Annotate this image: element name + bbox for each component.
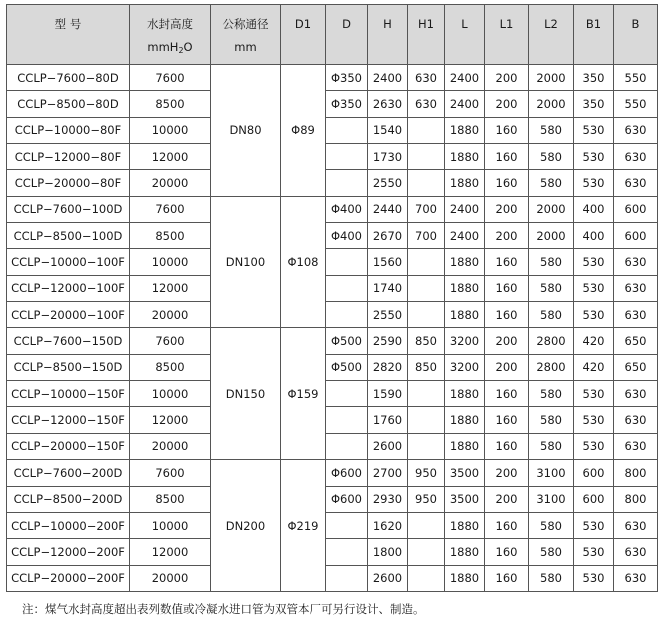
cell-l: 3500 (445, 460, 485, 486)
header-seal-height-unit: mmH$_2$O (147, 40, 193, 55)
header-l: L (445, 5, 485, 65)
cell-l1: 160 (485, 302, 529, 328)
cell-model: CCLP−10000−100F (7, 249, 130, 275)
cell-model: CCLP−7600−200D (7, 460, 130, 486)
cell-seal-height: 10000 (130, 117, 211, 143)
cell-l: 1880 (445, 144, 485, 170)
cell-l: 1880 (445, 275, 485, 301)
cell-d (326, 565, 368, 591)
cell-h1: 630 (408, 91, 445, 117)
cell-seal-height: 20000 (130, 302, 211, 328)
cell-d (326, 170, 368, 196)
cell-seal-height: 8500 (130, 354, 211, 380)
cell-l2: 580 (529, 275, 574, 301)
cell-seal-height: 10000 (130, 512, 211, 538)
cell-model: CCLP−7600−100D (7, 196, 130, 222)
cell-b: 600 (614, 223, 658, 249)
cell-l: 2400 (445, 91, 485, 117)
table-row (7, 170, 658, 196)
cell-h: 2440 (368, 196, 408, 222)
cell-d (326, 381, 368, 407)
cell-l: 1880 (445, 249, 485, 275)
cell-d (326, 512, 368, 538)
cell-h1: 700 (408, 223, 445, 249)
cell-h1 (408, 433, 445, 459)
cell-l: 1880 (445, 117, 485, 143)
cell-model: CCLP−12000−100F (7, 275, 130, 301)
cell-h1: 850 (408, 328, 445, 354)
cell-b1: 600 (574, 486, 614, 512)
cell-b: 630 (614, 249, 658, 275)
spec-table-body (7, 65, 658, 592)
cell-l1: 160 (485, 275, 529, 301)
cell-d: Φ350 (326, 91, 368, 117)
cell-l2: 580 (529, 433, 574, 459)
cell-l2: 580 (529, 407, 574, 433)
cell-l1: 200 (485, 196, 529, 222)
cell-l: 1880 (445, 512, 485, 538)
header-b1: B1 (574, 5, 614, 65)
cell-d: Φ500 (326, 328, 368, 354)
cell-b1: 530 (574, 275, 614, 301)
cell-b: 630 (614, 302, 658, 328)
cell-h: 1560 (368, 249, 408, 275)
cell-h1 (408, 275, 445, 301)
cell-model: CCLP−10000−150F (7, 381, 130, 407)
cell-seal-height: 8500 (130, 91, 211, 117)
cell-h: 2930 (368, 486, 408, 512)
cell-b1: 530 (574, 565, 614, 591)
cell-seal-height: 7600 (130, 460, 211, 486)
cell-h1 (408, 407, 445, 433)
cell-l: 1880 (445, 539, 485, 565)
cell-d (326, 539, 368, 565)
cell-b: 630 (614, 565, 658, 591)
cell-d (326, 407, 368, 433)
cell-model: CCLP−20000−80F (7, 170, 130, 196)
table-row (7, 223, 658, 249)
cell-nominal-diameter: DN200 (211, 460, 281, 592)
cell-seal-height: 8500 (130, 223, 211, 249)
cell-l: 2400 (445, 196, 485, 222)
cell-l2: 580 (529, 381, 574, 407)
header-model: 型 号 (7, 5, 130, 65)
cell-h1 (408, 565, 445, 591)
cell-l2: 2000 (529, 91, 574, 117)
cell-l: 1880 (445, 381, 485, 407)
cell-l1: 200 (485, 328, 529, 354)
table-row (7, 381, 658, 407)
cell-b: 800 (614, 486, 658, 512)
cell-b1: 530 (574, 381, 614, 407)
table-row (7, 91, 658, 117)
cell-b: 630 (614, 117, 658, 143)
cell-b1: 420 (574, 328, 614, 354)
cell-l1: 160 (485, 144, 529, 170)
header-h: H (368, 5, 408, 65)
cell-h: 2550 (368, 302, 408, 328)
cell-h: 2630 (368, 91, 408, 117)
cell-model: CCLP−10000−80F (7, 117, 130, 143)
table-row (7, 433, 658, 459)
cell-l: 1880 (445, 433, 485, 459)
cell-model: CCLP−20000−200F (7, 565, 130, 591)
cell-seal-height: 12000 (130, 407, 211, 433)
table-row (7, 65, 658, 91)
cell-model: CCLP−12000−200F (7, 539, 130, 565)
cell-l1: 160 (485, 407, 529, 433)
header-d1: D1 (281, 5, 326, 65)
cell-d1: Φ108 (281, 196, 326, 328)
table-row (7, 196, 658, 222)
cell-b: 600 (614, 196, 658, 222)
cell-seal-height: 20000 (130, 170, 211, 196)
cell-b: 630 (614, 170, 658, 196)
cell-l1: 160 (485, 539, 529, 565)
cell-l2: 580 (529, 117, 574, 143)
cell-b1: 530 (574, 249, 614, 275)
cell-nominal-diameter: DN80 (211, 65, 281, 197)
cell-d (326, 302, 368, 328)
header-seal-height (130, 5, 211, 65)
cell-h: 1590 (368, 381, 408, 407)
cell-model: CCLP−7600−150D (7, 328, 130, 354)
cell-h1 (408, 117, 445, 143)
cell-h: 2670 (368, 223, 408, 249)
cell-d (326, 275, 368, 301)
cell-b: 800 (614, 460, 658, 486)
footnote: 注：煤气水封高度超出表列数值或冷凝水进口管为双管本厂可另行设计、制造。 (22, 602, 425, 616)
cell-l2: 580 (529, 539, 574, 565)
header-l1: L1 (485, 5, 529, 65)
cell-l1: 200 (485, 354, 529, 380)
cell-h1 (408, 170, 445, 196)
cell-h: 1540 (368, 117, 408, 143)
cell-l1: 160 (485, 381, 529, 407)
header-h1: H1 (408, 5, 445, 65)
cell-b1: 530 (574, 407, 614, 433)
cell-model: CCLP−8500−200D (7, 486, 130, 512)
cell-b1: 530 (574, 144, 614, 170)
cell-l2: 580 (529, 170, 574, 196)
cell-seal-height: 20000 (130, 433, 211, 459)
cell-b1: 530 (574, 170, 614, 196)
cell-model: CCLP−8500−80D (7, 91, 130, 117)
cell-l: 1880 (445, 302, 485, 328)
cell-l2: 2800 (529, 328, 574, 354)
table-row (7, 302, 658, 328)
cell-l: 3200 (445, 328, 485, 354)
cell-d (326, 433, 368, 459)
cell-b1: 530 (574, 512, 614, 538)
table-row (7, 512, 658, 538)
table-row (7, 249, 658, 275)
cell-b1: 350 (574, 91, 614, 117)
cell-seal-height: 7600 (130, 196, 211, 222)
cell-seal-height: 7600 (130, 328, 211, 354)
cell-l: 1880 (445, 565, 485, 591)
cell-h1 (408, 381, 445, 407)
table-row (7, 460, 658, 486)
table-row (7, 407, 658, 433)
header-b: B (614, 5, 658, 65)
cell-l1: 200 (485, 223, 529, 249)
cell-l2: 580 (529, 565, 574, 591)
cell-h: 1800 (368, 539, 408, 565)
cell-h1: 630 (408, 65, 445, 91)
cell-l: 1880 (445, 407, 485, 433)
table-row (7, 565, 658, 591)
cell-h: 1620 (368, 512, 408, 538)
cell-l: 3500 (445, 486, 485, 512)
cell-h: 2590 (368, 328, 408, 354)
cell-l: 2400 (445, 223, 485, 249)
cell-l2: 2000 (529, 223, 574, 249)
cell-b1: 350 (574, 65, 614, 91)
cell-b: 630 (614, 144, 658, 170)
cell-l2: 3100 (529, 460, 574, 486)
cell-h1: 850 (408, 354, 445, 380)
cell-l1: 200 (485, 486, 529, 512)
cell-seal-height: 12000 (130, 275, 211, 301)
cell-b: 630 (614, 407, 658, 433)
cell-seal-height: 8500 (130, 486, 211, 512)
cell-model: CCLP−10000−200F (7, 512, 130, 538)
cell-l1: 160 (485, 170, 529, 196)
cell-seal-height: 7600 (130, 65, 211, 91)
cell-h: 2700 (368, 460, 408, 486)
header-d: D (326, 5, 368, 65)
cell-nominal-diameter: DN150 (211, 328, 281, 460)
cell-b1: 400 (574, 196, 614, 222)
table-row (7, 144, 658, 170)
cell-l2: 2800 (529, 354, 574, 380)
cell-h1 (408, 249, 445, 275)
cell-h1 (408, 512, 445, 538)
cell-b1: 530 (574, 539, 614, 565)
cell-h: 2600 (368, 565, 408, 591)
cell-l2: 2000 (529, 65, 574, 91)
cell-l: 2400 (445, 65, 485, 91)
cell-h: 2400 (368, 65, 408, 91)
header-seal-height-label: 水封高度 (147, 17, 193, 31)
cell-model: CCLP−8500−100D (7, 223, 130, 249)
cell-h: 2550 (368, 170, 408, 196)
cell-l2: 580 (529, 144, 574, 170)
cell-h: 2600 (368, 433, 408, 459)
cell-h1: 700 (408, 196, 445, 222)
header-l2: L2 (529, 5, 574, 65)
cell-b: 630 (614, 512, 658, 538)
cell-h1: 950 (408, 486, 445, 512)
cell-b1: 530 (574, 302, 614, 328)
cell-h: 1740 (368, 275, 408, 301)
cell-l2: 580 (529, 302, 574, 328)
cell-l: 3200 (445, 354, 485, 380)
cell-model: CCLP−20000−100F (7, 302, 130, 328)
cell-seal-height: 10000 (130, 381, 211, 407)
cell-seal-height: 12000 (130, 539, 211, 565)
cell-b1: 530 (574, 433, 614, 459)
cell-h1 (408, 302, 445, 328)
cell-d: Φ600 (326, 486, 368, 512)
cell-b: 630 (614, 275, 658, 301)
cell-b: 650 (614, 354, 658, 380)
table-row (7, 486, 658, 512)
cell-b: 630 (614, 381, 658, 407)
cell-b1: 530 (574, 117, 614, 143)
cell-model: CCLP−7600−80D (7, 65, 130, 91)
cell-model: CCLP−12000−150F (7, 407, 130, 433)
cell-b1: 600 (574, 460, 614, 486)
cell-h1 (408, 539, 445, 565)
cell-l2: 580 (529, 249, 574, 275)
cell-d1: Φ89 (281, 65, 326, 197)
cell-h1: 950 (408, 460, 445, 486)
cell-h1 (408, 144, 445, 170)
cell-b: 630 (614, 433, 658, 459)
cell-h: 1760 (368, 407, 408, 433)
cell-nominal-diameter: DN100 (211, 196, 281, 328)
cell-l1: 200 (485, 65, 529, 91)
cell-model: CCLP−20000−150F (7, 433, 130, 459)
cell-l1: 160 (485, 565, 529, 591)
cell-h: 1730 (368, 144, 408, 170)
cell-b: 650 (614, 328, 658, 354)
cell-d: Φ350 (326, 65, 368, 91)
header-nominal-diameter-label: 公称通径 (222, 17, 269, 31)
cell-l: 1880 (445, 170, 485, 196)
cell-d (326, 249, 368, 275)
cell-d1: Φ159 (281, 328, 326, 460)
cell-d: Φ400 (326, 223, 368, 249)
cell-b1: 420 (574, 354, 614, 380)
cell-b1: 400 (574, 223, 614, 249)
cell-d: Φ600 (326, 460, 368, 486)
cell-model: CCLP−12000−80F (7, 144, 130, 170)
table-row (7, 539, 658, 565)
table-row (7, 354, 658, 380)
cell-l1: 160 (485, 512, 529, 538)
cell-l1: 200 (485, 460, 529, 486)
table-row (7, 117, 658, 143)
cell-b: 550 (614, 65, 658, 91)
cell-d1: Φ219 (281, 460, 326, 592)
header-nominal-diameter (211, 5, 281, 65)
cell-l2: 2000 (529, 196, 574, 222)
header-row (7, 5, 658, 65)
table-row (7, 275, 658, 301)
cell-d: Φ400 (326, 196, 368, 222)
cell-model: CCLP−8500−150D (7, 354, 130, 380)
cell-l2: 580 (529, 512, 574, 538)
cell-h: 2820 (368, 354, 408, 380)
spec-table (6, 4, 658, 592)
cell-d: Φ500 (326, 354, 368, 380)
cell-l1: 160 (485, 117, 529, 143)
header-nominal-diameter-unit: mm (234, 40, 257, 54)
cell-d (326, 117, 368, 143)
cell-l1: 160 (485, 249, 529, 275)
cell-seal-height: 20000 (130, 565, 211, 591)
cell-l1: 200 (485, 91, 529, 117)
cell-b: 630 (614, 539, 658, 565)
cell-b: 550 (614, 91, 658, 117)
table-row (7, 328, 658, 354)
cell-d (326, 144, 368, 170)
cell-seal-height: 12000 (130, 144, 211, 170)
cell-l1: 160 (485, 433, 529, 459)
cell-l2: 3100 (529, 486, 574, 512)
cell-seal-height: 10000 (130, 249, 211, 275)
